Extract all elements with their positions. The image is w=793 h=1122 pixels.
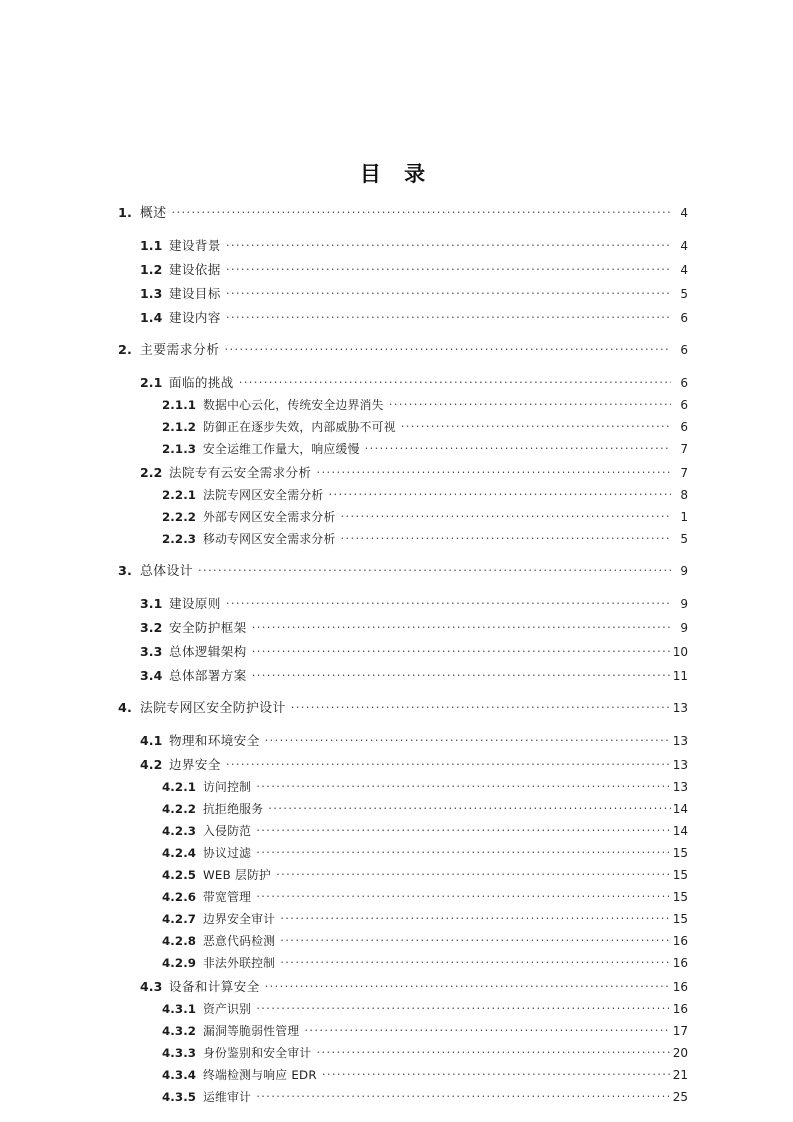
toc-dot-leader <box>252 668 671 680</box>
toc-entry-label: 物理和环境安全 <box>169 733 260 748</box>
toc-entry-number: 3.3 <box>140 644 163 659</box>
toc-entry-page-number: 25 <box>672 1090 688 1104</box>
toc-entry-page-number: 9 <box>680 597 688 611</box>
toc-entry-page-number: 13 <box>672 734 688 748</box>
toc-dot-leader <box>268 801 670 813</box>
toc-entry-label: 建设依据 <box>169 262 221 277</box>
toc-entry-label: 带宽管理 <box>203 890 252 904</box>
toc-dot-leader <box>256 845 671 857</box>
toc-entry-number: 2.2.2 <box>162 510 197 524</box>
toc-entry-page-number: 5 <box>680 287 688 301</box>
toc-entry[interactable] <box>0 1043 793 1064</box>
toc-entry[interactable] <box>0 777 793 798</box>
toc-entry-label: 防御正在逐步失效，内部威胁不可视 <box>203 420 396 434</box>
toc-entry-number: 2.1.2 <box>162 420 197 434</box>
toc-entry-number: 4.2.5 <box>162 868 197 882</box>
toc-entry-page-number: 4 <box>680 206 688 220</box>
toc-entry[interactable] <box>0 283 793 305</box>
toc-entry-label: 访问控制 <box>203 780 252 794</box>
toc-entry[interactable] <box>0 843 793 864</box>
toc-entry-number: 4.3.4 <box>162 1068 197 1082</box>
toc-entry-label: 建设内容 <box>169 310 221 325</box>
toc-entry-page-number: 16 <box>672 980 688 994</box>
toc-entry-number: 2.1 <box>140 375 163 390</box>
toc-entry-page-number: 15 <box>672 890 688 904</box>
toc-entry-page-number: 16 <box>672 956 688 970</box>
toc-dot-leader <box>256 823 671 835</box>
toc-entry-page-number: 1 <box>680 510 688 524</box>
toc-entry[interactable] <box>0 665 793 687</box>
toc-entry[interactable] <box>0 698 793 719</box>
toc-entry-label: WEB 层防护 <box>203 868 272 882</box>
toc-dot-leader <box>224 342 671 354</box>
toc-entry[interactable] <box>0 641 793 663</box>
toc-entry-label: 总体逻辑架构 <box>169 644 247 659</box>
toc-entry-page-number: 14 <box>672 824 688 838</box>
toc-entry-number: 1. <box>118 206 132 221</box>
toc-entry-page-number: 14 <box>672 802 688 816</box>
toc-entry[interactable] <box>0 730 793 752</box>
toc-entry[interactable] <box>0 372 793 394</box>
toc-entry-number: 4.3 <box>140 979 163 994</box>
toc-entry-label: 安全运维工作量大，响应缓慢 <box>203 442 360 456</box>
toc-entry-number: 4.3.1 <box>162 1002 197 1016</box>
toc-entry-label: 漏洞等脆弱性管理 <box>203 1024 300 1038</box>
toc-entry-number: 2.1.1 <box>162 398 197 412</box>
toc-entry-number: 3.1 <box>140 596 163 611</box>
toc-dot-leader <box>276 867 671 879</box>
toc-dot-leader <box>265 733 671 745</box>
toc-entry-label: 法院专有云安全需求分析 <box>169 465 312 480</box>
page-title: 目 录 <box>359 161 434 186</box>
toc-dot-leader <box>226 286 671 298</box>
toc-entry-label: 概述 <box>140 206 167 221</box>
toc-entry-number: 2.2.1 <box>162 488 197 502</box>
toc-dot-leader <box>280 933 670 945</box>
toc-entry-page-number: 13 <box>672 780 688 794</box>
toc-entry[interactable] <box>0 865 793 886</box>
toc-entry[interactable] <box>0 259 793 281</box>
toc-entry-label: 设备和计算安全 <box>169 979 260 994</box>
toc-entry-page-number: 5 <box>680 532 688 546</box>
toc-entry-page-number: 6 <box>680 420 688 434</box>
toc-dot-leader <box>401 419 671 431</box>
toc-entry-page-number: 15 <box>672 846 688 860</box>
toc-entry-label: 边界安全 <box>169 757 221 772</box>
toc-entry[interactable] <box>0 485 793 506</box>
toc-dot-leader <box>226 238 671 250</box>
toc-entry[interactable] <box>0 561 793 582</box>
toc-dot-leader <box>291 700 671 712</box>
toc-dot-leader <box>316 1045 670 1057</box>
toc-entry-page-number: 13 <box>672 758 688 772</box>
toc-entry-number: 4.2.9 <box>162 956 197 970</box>
toc-entry-label: 资产识别 <box>203 1002 252 1016</box>
toc-dot-leader <box>256 1001 671 1013</box>
toc-entry-number: 1.4 <box>140 310 163 325</box>
toc-entry-page-number: 11 <box>672 669 688 683</box>
toc-entry-number: 4.2.6 <box>162 890 197 904</box>
toc-dot-leader <box>256 889 671 901</box>
toc-entry-page-number: 6 <box>680 376 688 390</box>
toc-entry-page-number: 15 <box>672 868 688 882</box>
toc-dot-leader <box>239 375 671 387</box>
toc-dot-leader <box>252 620 671 632</box>
toc-dot-leader <box>365 441 671 453</box>
toc-entry[interactable] <box>0 529 793 550</box>
toc-entry[interactable] <box>0 953 793 974</box>
toc-entry-number: 3.4 <box>140 668 163 683</box>
toc-dot-leader <box>226 596 671 608</box>
toc-entry-number: 4.2.8 <box>162 934 197 948</box>
toc-entry-number: 4.2.4 <box>162 846 197 860</box>
toc-entry[interactable] <box>0 821 793 842</box>
toc-entry-number: 4. <box>118 701 132 716</box>
toc-entry-number: 2. <box>118 343 132 358</box>
toc-entry-number: 2.1.3 <box>162 442 197 456</box>
toc-entry-label: 身份鉴别和安全审计 <box>203 1046 312 1060</box>
toc-entry-page-number: 7 <box>680 442 688 456</box>
toc-entry-page-number: 7 <box>680 466 688 480</box>
toc-entry-page-number: 10 <box>672 645 688 659</box>
toc-entry-page-number: 8 <box>680 488 688 502</box>
toc-entry[interactable] <box>0 507 793 528</box>
toc-entry-number: 4.2.3 <box>162 824 197 838</box>
toc-entry-number: 4.3.5 <box>162 1090 197 1104</box>
toc-dot-leader <box>265 979 671 991</box>
toc-dot-leader <box>256 1089 671 1101</box>
toc-entry-page-number: 9 <box>680 564 688 578</box>
toc-entry[interactable] <box>0 462 793 484</box>
toc-entry-number: 3. <box>118 564 132 579</box>
toc-entry[interactable] <box>0 307 793 329</box>
toc-entry-label: 安全防护框架 <box>169 620 247 635</box>
toc-dot-leader <box>280 911 670 923</box>
toc-entry[interactable] <box>0 1065 793 1086</box>
toc-entry-label: 法院专网区安全防护设计 <box>140 701 286 716</box>
toc-entry[interactable] <box>0 976 793 998</box>
toc-dot-leader <box>316 465 671 477</box>
toc-entry-page-number: 6 <box>680 398 688 412</box>
toc-entry-number: 4.3.2 <box>162 1024 197 1038</box>
toc-dot-leader <box>252 644 671 656</box>
toc-entry-page-number: 16 <box>672 1002 688 1016</box>
toc-entry-number: 1.2 <box>140 262 163 277</box>
toc-entry-number: 4.1 <box>140 733 163 748</box>
toc-entry-label: 非法外联控制 <box>203 956 276 970</box>
toc-entry[interactable] <box>0 999 793 1020</box>
toc-entry-label: 建设背景 <box>169 238 221 253</box>
toc-dot-leader <box>322 1067 671 1079</box>
toc-entry[interactable] <box>0 203 793 224</box>
toc-entry[interactable] <box>0 1021 793 1042</box>
toc-entry-page-number: 9 <box>680 621 688 635</box>
toc-dot-leader <box>304 1023 670 1035</box>
toc-entry-number: 2.2.3 <box>162 532 197 546</box>
toc-entry-page-number: 20 <box>672 1046 688 1060</box>
toc-entry-label: 恶意代码检测 <box>203 934 276 948</box>
toc-entry-label: 协议过滤 <box>203 846 252 860</box>
toc-dot-leader <box>328 487 671 499</box>
toc-dot-leader <box>226 262 671 274</box>
toc-entry-label: 外部专网区安全需求分析 <box>203 510 336 524</box>
toc-dot-leader <box>226 757 671 769</box>
toc-entry-page-number: 6 <box>680 343 688 357</box>
toc-entry-number: 4.2 <box>140 757 163 772</box>
toc-entry-label: 总体设计 <box>140 564 193 579</box>
toc-entry[interactable] <box>0 799 793 820</box>
toc-entry-number: 4.2.2 <box>162 802 197 816</box>
toc-entry[interactable] <box>0 439 793 460</box>
toc-entry-label: 法院专网区安全需分析 <box>203 488 324 502</box>
toc-entry-label: 运维审计 <box>203 1090 252 1104</box>
toc-entry[interactable] <box>0 1087 793 1108</box>
toc-entry[interactable] <box>0 340 793 361</box>
toc-dot-leader <box>172 205 672 217</box>
toc-entry[interactable] <box>0 754 793 776</box>
toc-entry-label: 抗拒绝服务 <box>203 802 264 816</box>
toc-entry-label: 建设原则 <box>169 596 221 611</box>
toc-entry-number: 3.2 <box>140 620 163 635</box>
toc-entry-number: 2.2 <box>140 465 163 480</box>
toc-entry-label: 总体部署方案 <box>169 668 247 683</box>
toc-entry-page-number: 16 <box>672 934 688 948</box>
toc-entry-label: 边界安全审计 <box>203 912 276 926</box>
toc-dot-leader <box>341 509 671 521</box>
toc-dot-leader <box>226 310 671 322</box>
toc-entry-page-number: 4 <box>680 239 688 253</box>
toc-entry-label: 入侵防范 <box>203 824 252 838</box>
toc-entry-label: 移动专网区安全需求分析 <box>203 532 336 546</box>
toc-entry-number: 4.3.3 <box>162 1046 197 1060</box>
toc-entry-label: 数据中心云化，传统安全边界消失 <box>203 398 384 412</box>
toc-entry-number: 1.3 <box>140 286 163 301</box>
toc-entry-page-number: 4 <box>680 263 688 277</box>
toc-entry-label: 主要需求分析 <box>140 343 220 358</box>
toc-entry[interactable] <box>0 617 793 639</box>
toc-entry-page-number: 13 <box>672 701 688 715</box>
toc-entry[interactable] <box>0 417 793 438</box>
toc-dot-leader <box>341 531 671 543</box>
toc-entry-label: 终端检测与响应 EDR <box>203 1068 317 1082</box>
toc-entry[interactable] <box>0 395 793 416</box>
toc-dot-leader <box>256 779 671 791</box>
toc-entry-page-number: 15 <box>672 912 688 926</box>
toc-entry-number: 1.1 <box>140 238 163 253</box>
toc-dot-leader <box>198 563 671 575</box>
toc-entry[interactable] <box>0 593 793 615</box>
toc-entry-label: 建设目标 <box>169 286 221 301</box>
toc-dot-leader <box>280 955 670 967</box>
toc-entry[interactable] <box>0 909 793 930</box>
toc-entry[interactable] <box>0 235 793 257</box>
toc-entry[interactable] <box>0 887 793 908</box>
table-of-contents <box>0 203 793 1108</box>
toc-entry-page-number: 17 <box>672 1024 688 1038</box>
toc-entry-label: 面临的挑战 <box>169 375 234 390</box>
toc-entry-page-number: 6 <box>680 311 688 325</box>
toc-entry[interactable] <box>0 931 793 952</box>
toc-entry-number: 4.2.7 <box>162 912 197 926</box>
toc-entry-page-number: 21 <box>672 1068 688 1082</box>
toc-entry-number: 4.2.1 <box>162 780 197 794</box>
toc-dot-leader <box>389 397 671 409</box>
